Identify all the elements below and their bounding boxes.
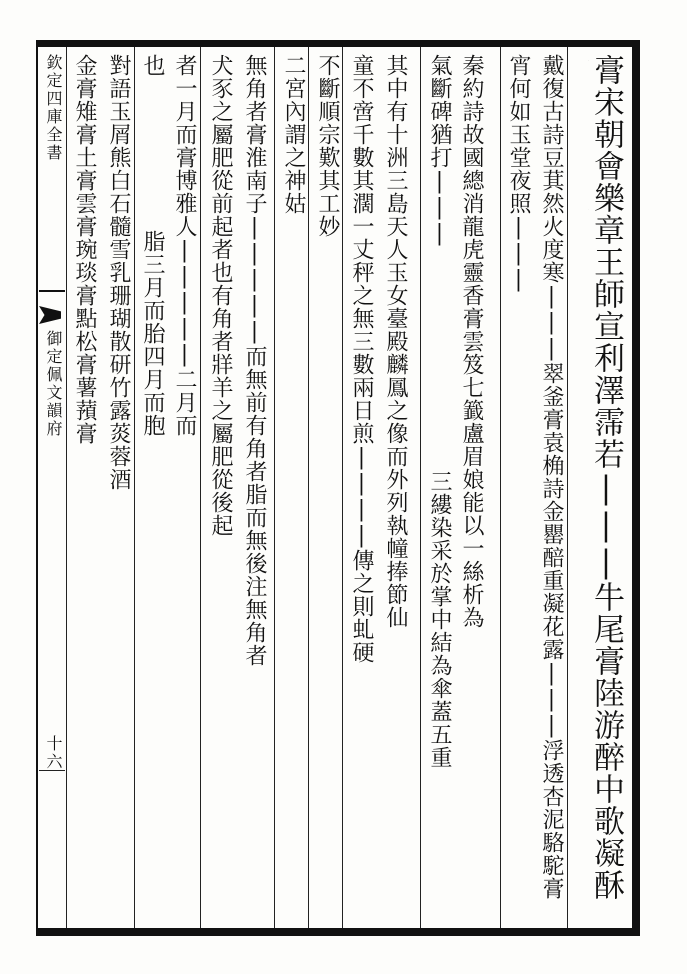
text-column-14: 脂三月而胎四月而胞: [140, 230, 165, 437]
frame-bottom-border: [36, 928, 640, 936]
column-rule: [200, 47, 201, 928]
text-column-16: 對語玉屑熊白石髓雪乳珊瑚散研竹露菼蓉酒: [106, 54, 131, 491]
text-column-1: 膏宋朝會樂章王師宣利澤霈若|||牛尾膏陸游醉中歌凝酥: [588, 54, 624, 901]
text-column-11: 無角者膏淮南子|||||而無前有角者脂而無後注無角者: [242, 54, 267, 667]
frame-left-border: [36, 40, 38, 936]
text-column-3: 宵何如玉堂夜照|||: [506, 54, 531, 293]
column-rule: [134, 47, 135, 928]
text-column-6: 三縷染采於掌中結為傘蓋五重: [427, 470, 452, 769]
margin-rule: [66, 47, 67, 928]
fish-tail-rule: [39, 290, 65, 292]
text-column-8: 童不啻千數其濶一丈秤之無三數兩日煎||||傳之則虬硬: [349, 54, 374, 664]
fish-tail-icon: [39, 306, 61, 324]
column-rule: [342, 47, 343, 928]
frame-top-border: [36, 40, 640, 47]
text-column-13: 者一月而膏博雅人|||||二月而: [172, 54, 197, 437]
book-title: 欽定四庫全書: [44, 54, 63, 162]
text-column-12: 犬豕之屬肥從前起者也有角者牂羊之屬肥從後起: [208, 54, 233, 537]
column-rule: [274, 47, 275, 928]
text-column-10: 二宮內謂之神姑: [281, 54, 306, 215]
text-column-5: 氣斷碑猶打|||: [427, 54, 452, 247]
text-column-9: 不斷順宗歎其工妙: [315, 54, 340, 238]
column-rule: [420, 47, 421, 928]
text-column-15: 也: [140, 54, 165, 77]
page-number: 十六: [44, 735, 63, 771]
volume-title: 御定佩文韻府: [44, 330, 63, 438]
frame-right-border: [632, 40, 640, 936]
column-rule: [308, 47, 309, 928]
text-column-2: 戴復古詩豆萁然火度寒|||翠釜膏袁桷詩金罌醅重凝花露|||浮透杏泥駱駝膏: [539, 54, 564, 900]
text-column-17: 金膏雉膏土膏雲膏琬琰膏點松膏薯蕷膏: [72, 54, 97, 445]
column-rule: [500, 47, 501, 928]
text-column-7: 其中有十洲三島天人玉女臺殿麟鳳之像而外列執幢捧節仙: [383, 54, 408, 629]
text-column-4: 秦約詩故國總消龍虎靈香膏雲笈七籖盧眉娘能以一絲析為: [459, 54, 484, 629]
column-rule: [567, 47, 568, 928]
